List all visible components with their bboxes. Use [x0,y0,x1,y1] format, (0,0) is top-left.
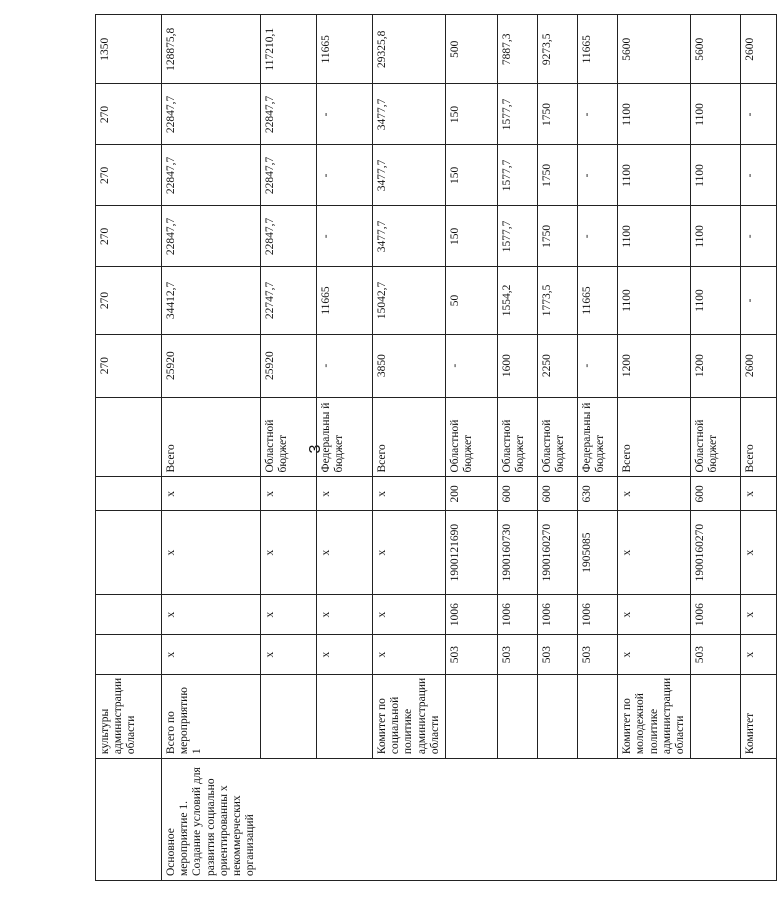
value-cell: 1100 [618,206,691,267]
activity-cell [618,759,691,881]
csr-cell: x [261,511,317,595]
source-cell: Всего [162,397,261,477]
executor-cell: Всего по мероприятию 1 [162,675,261,759]
executor-cell [446,675,498,759]
grbs-cell: 503 [498,635,538,675]
value-cell: - [578,145,618,206]
table-row [498,15,538,881]
value-cell: 1773,5 [538,267,578,334]
rzpr-cell: 1006 [578,595,618,635]
activity-cell [741,759,777,881]
value-cell: 150 [446,206,498,267]
source-cell: Федеральны й бюджет [578,397,618,477]
value-cell: 1100 [691,206,741,267]
value-cell: 50 [446,267,498,334]
value-cell: 150 [446,145,498,206]
table-row [373,15,446,881]
value-cell: 9273,5 [538,15,578,84]
value-cell: 1750 [538,84,578,145]
value-cell: 11665 [578,15,618,84]
table-body [96,15,777,881]
value-cell: 1100 [691,84,741,145]
value-cell: 270 [96,334,162,397]
rzpr-cell: x [317,595,373,635]
csr-cell: x [317,511,373,595]
value-cell: 1100 [618,84,691,145]
value-cell: - [317,145,373,206]
value-cell: - [578,84,618,145]
activity-cell: Основное мероприятие 1. Создание условий для развития социально ориентированны х некоммерческих организаций [162,759,261,881]
value-cell: 1577,7 [498,84,538,145]
activity-cell [96,759,162,881]
rzpr-cell: 1006 [446,595,498,635]
activity-cell [538,759,578,881]
value-cell: - [446,334,498,397]
value-cell: 7887,3 [498,15,538,84]
table-row [618,15,691,881]
executor-cell [498,675,538,759]
activity-cell [373,759,446,881]
value-cell: - [741,206,777,267]
value-cell: 2600 [741,334,777,397]
source-cell: Областной бюджет [446,397,498,477]
value-cell: 1200 [691,334,741,397]
grbs-cell: 503 [446,635,498,675]
grbs-cell: x [741,635,777,675]
value-cell: - [578,206,618,267]
csr-cell [96,511,162,595]
value-cell: 22847,7 [162,145,261,206]
table-row [691,15,741,881]
activity-cell [261,759,317,881]
grbs-cell [96,635,162,675]
page-number: 3 [307,444,324,454]
executor-cell: культуры администрации области [96,675,162,759]
value-cell: 22847,7 [162,206,261,267]
value-cell: 11665 [317,267,373,334]
value-cell: - [317,84,373,145]
value-cell: 128875,8 [162,15,261,84]
activity-cell [578,759,618,881]
executor-cell [691,675,741,759]
csr-cell: 1900160730 [498,511,538,595]
executor-cell [538,675,578,759]
value-cell: - [317,206,373,267]
value-cell: 22847,7 [261,206,317,267]
activity-cell [317,759,373,881]
value-cell: 1750 [538,145,578,206]
value-cell: 11665 [317,15,373,84]
executor-cell [261,675,317,759]
vr-cell: x [618,477,691,511]
value-cell: 22847,7 [261,84,317,145]
csr-cell: x [618,511,691,595]
value-cell: 1100 [618,145,691,206]
csr-cell: x [741,511,777,595]
value-cell: 34412,7 [162,267,261,334]
grbs-cell: 503 [691,635,741,675]
table-row [446,15,498,881]
value-cell: 22847,7 [162,84,261,145]
value-cell: 117210,1 [261,15,317,84]
value-cell: 1100 [618,267,691,334]
rzpr-cell: x [741,595,777,635]
value-cell: 3477,7 [373,84,446,145]
budget-table [95,14,777,881]
table-row [538,15,578,881]
rzpr-cell: x [162,595,261,635]
rzpr-cell [96,595,162,635]
grbs-cell: x [261,635,317,675]
value-cell: - [741,145,777,206]
rzpr-cell: x [373,595,446,635]
vr-cell: x [373,477,446,511]
rzpr-cell: 1006 [498,595,538,635]
vr-cell: 600 [498,477,538,511]
source-cell: Федеральны й бюджет [317,397,373,477]
rotated-table-container [95,14,757,881]
source-cell: Всего [373,397,446,477]
table-row [162,15,261,881]
value-cell: 2250 [538,334,578,397]
value-cell: 3850 [373,334,446,397]
executor-cell [578,675,618,759]
value-cell: 5600 [691,15,741,84]
csr-cell: 1900121690 [446,511,498,595]
source-cell: Областной бюджет [498,397,538,477]
rzpr-cell: x [261,595,317,635]
source-cell: Всего [741,397,777,477]
csr-cell: 1900160270 [538,511,578,595]
rzpr-cell: 1006 [691,595,741,635]
value-cell: 3477,7 [373,206,446,267]
csr-cell: x [373,511,446,595]
table-row [578,15,618,881]
vr-cell: x [162,477,261,511]
value-cell: 1100 [691,267,741,334]
value-cell: - [741,267,777,334]
table-row [261,15,317,881]
vr-cell: 200 [446,477,498,511]
csr-cell: x [162,511,261,595]
activity-cell [446,759,498,881]
value-cell: 270 [96,206,162,267]
value-cell: 3477,7 [373,145,446,206]
table-row [741,15,777,881]
grbs-cell: x [373,635,446,675]
value-cell: 11665 [578,267,618,334]
value-cell: 270 [96,145,162,206]
value-cell: 150 [446,84,498,145]
grbs-cell: x [162,635,261,675]
value-cell: 270 [96,267,162,334]
value-cell: 29325,8 [373,15,446,84]
source-cell: Всего [618,397,691,477]
vr-cell: 630 [578,477,618,511]
grbs-cell: 503 [578,635,618,675]
value-cell: 5600 [618,15,691,84]
grbs-cell: x [317,635,373,675]
csr-cell: 1900160270 [691,511,741,595]
executor-cell [317,675,373,759]
vr-cell: 600 [538,477,578,511]
executor-cell: Комитет по социальной политике администрации области [373,675,446,759]
value-cell: 270 [96,84,162,145]
executor-cell: Комитет по молодежной политике администрации области [618,675,691,759]
value-cell: 15042,7 [373,267,446,334]
value-cell: 22847,7 [261,145,317,206]
value-cell: - [578,334,618,397]
value-cell: 1554,2 [498,267,538,334]
rzpr-cell: 1006 [538,595,578,635]
value-cell: 1577,7 [498,145,538,206]
value-cell: 22747,7 [261,267,317,334]
vr-cell [96,477,162,511]
table-row [317,15,373,881]
activity-cell [498,759,538,881]
value-cell: 25920 [261,334,317,397]
source-cell [96,397,162,477]
source-cell: Областной бюджет [691,397,741,477]
source-cell: Областной бюджет [538,397,578,477]
value-cell: 25920 [162,334,261,397]
vr-cell: 600 [691,477,741,511]
executor-cell: Комитет [741,675,777,759]
source-cell: Областной бюджет [261,397,317,477]
grbs-cell: 503 [538,635,578,675]
grbs-cell: x [618,635,691,675]
value-cell: 2600 [741,15,777,84]
value-cell: 500 [446,15,498,84]
value-cell: 1350 [96,15,162,84]
value-cell: 1200 [618,334,691,397]
table-wrapper [95,14,757,881]
vr-cell: x [317,477,373,511]
table-row [96,15,162,881]
rzpr-cell: x [618,595,691,635]
value-cell: 1600 [498,334,538,397]
value-cell: 1100 [691,145,741,206]
value-cell: 1750 [538,206,578,267]
value-cell: - [741,84,777,145]
vr-cell: x [741,477,777,511]
value-cell: - [317,334,373,397]
activity-cell [691,759,741,881]
value-cell: 1577,7 [498,206,538,267]
csr-cell: 1905085 [578,511,618,595]
vr-cell: x [261,477,317,511]
